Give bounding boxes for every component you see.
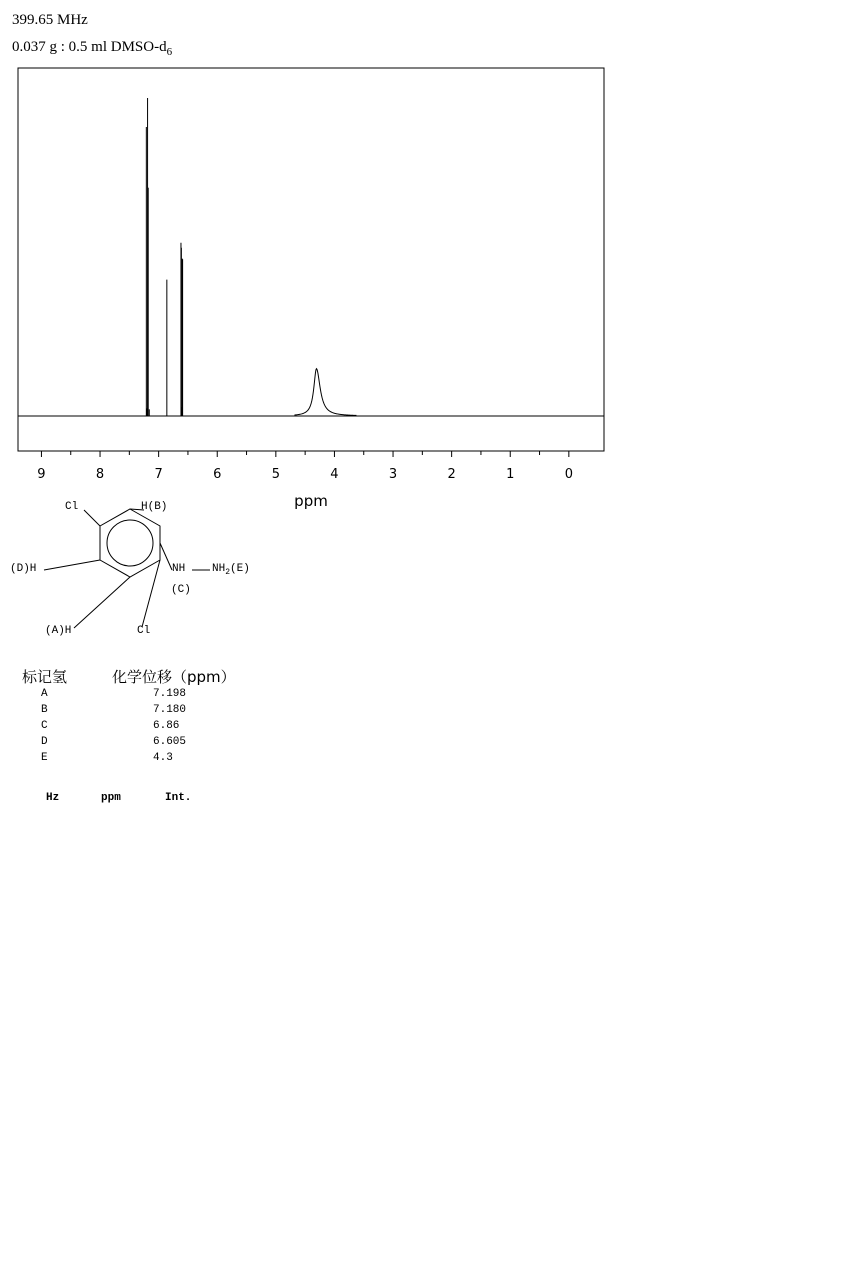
label-nh2 [212, 563, 250, 577]
x-tick-label: 0 [564, 467, 573, 482]
x-axis-ticks [37, 451, 573, 482]
label-h-b: H(B) [141, 501, 168, 513]
x-tick-label: 8 [95, 467, 105, 482]
x-tick-label: 1 [506, 467, 515, 482]
shift-row-label: A [41, 688, 48, 700]
shift-row-label: D [41, 736, 48, 748]
shift-row-label: E [41, 752, 48, 764]
x-axis-label: ppm [294, 492, 328, 510]
x-tick-label: 3 [388, 467, 398, 482]
sample-subscript: 6 [166, 46, 173, 58]
sample-text: 0.037 g : 0.5 ml DMSO-d [12, 39, 167, 55]
spectrometer-frequency: 399.65 MHz [12, 12, 88, 28]
shift-row-value: 6.605 [153, 736, 187, 748]
broad-peak [294, 369, 356, 416]
x-tick-label: 5 [271, 467, 280, 482]
x-tick-label: 6 [213, 467, 222, 482]
peak-header-hz: Hz [46, 792, 60, 804]
x-tick-label: 4 [330, 467, 339, 482]
peak-header-ppm: ppm [101, 792, 121, 804]
label-cl-top: Cl [65, 501, 79, 513]
shift-row-value: 7.198 [153, 688, 187, 700]
shift-row-value: 4.3 [153, 752, 173, 764]
nh2-text: NH [212, 563, 226, 575]
label-nh: NH [172, 563, 186, 575]
label-e: (E) [230, 563, 250, 575]
plot-frame [18, 68, 604, 451]
molecule-labels [0, 495, 300, 645]
shift-row-value: 6.86 [153, 720, 180, 732]
broad-peak-layer [294, 369, 356, 416]
nmr-spectrum-chart [0, 0, 850, 520]
shift-row-value: 7.180 [153, 704, 187, 716]
label-c: (C) [171, 584, 191, 596]
label-h-a: (A)H [45, 625, 72, 637]
shift-row-label: B [41, 704, 48, 716]
label-h-d: (D)H [10, 563, 37, 575]
nh2-subscript: 2 [225, 568, 231, 578]
shift-col-label-header: 标记氢 [22, 668, 68, 686]
label-cl-bottom: Cl [137, 625, 151, 637]
x-tick-label: 2 [447, 467, 456, 482]
x-tick-label: 9 [37, 467, 46, 482]
peaks-layer [146, 98, 182, 416]
x-tick-label: 7 [154, 467, 163, 482]
shift-col-shift-header: 化学位移（ppm） [112, 668, 236, 686]
peak-header-int: Int. [165, 792, 192, 804]
shift-row-label: C [41, 720, 48, 732]
